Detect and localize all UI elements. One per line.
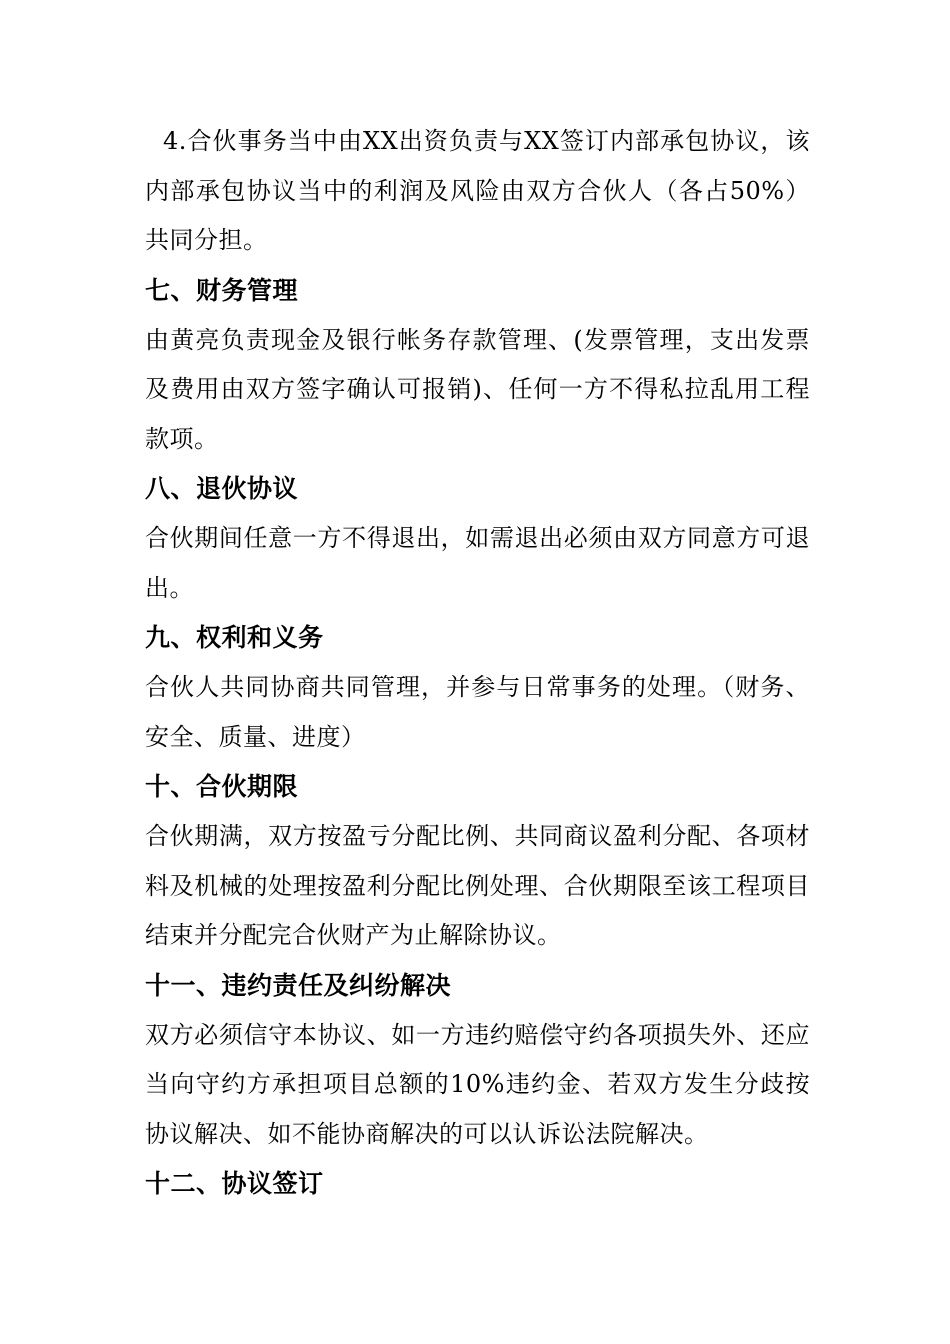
heading-rights-obligations: 九、权利和义务	[145, 623, 324, 652]
paragraph-financial-management: 由黄亮负责现金及银行帐务存款管理、(发票管理，支出发票及费用由双方签字确认可报销)、任何一方不得私拉乱用工程款项。	[145, 325, 810, 453]
paragraph-rights-obligations: 合伙人共同协商共同管理，并参与日常事务的处理。（财务、安全、质量、进度）	[145, 673, 810, 751]
document-page	[145, 117, 810, 1209]
heading-withdrawal: 八、退伙协议	[145, 474, 299, 503]
paragraph-breach-disputes: 双方必须信守本协议、如一方违约赔偿守约各项损失外、还应当向守约方承担项目总额的10%违约金、若双方发生分歧按协议解决、如不能协商解决的可以认诉讼法院解决。	[145, 1020, 810, 1148]
paragraph-partnership-affairs: 4.合伙事务当中由XX出资负责与XX签订内部承包协议，该内部承包协议当中的利润及风险由双方合伙人（各占50%）共同分担。	[145, 127, 810, 254]
heading-partnership-term: 十、合伙期限	[145, 772, 299, 801]
paragraph-withdrawal: 合伙期间任意一方不得退出，如需退出必须由双方同意方可退出。	[145, 524, 810, 602]
heading-financial-management: 七、财务管理	[145, 275, 299, 305]
heading-breach-disputes: 十一、违约责任及纠纷解决	[145, 970, 452, 1000]
heading-agreement-signing: 十二、协议签订	[145, 1169, 324, 1198]
paragraph-partnership-term: 合伙期满，双方按盈亏分配比例、共同商议盈利分配、各项材料及机械的处理按盈利分配比例处理、合伙期限至该工程项目结束并分配完合伙财产为止解除协议。	[145, 822, 810, 949]
